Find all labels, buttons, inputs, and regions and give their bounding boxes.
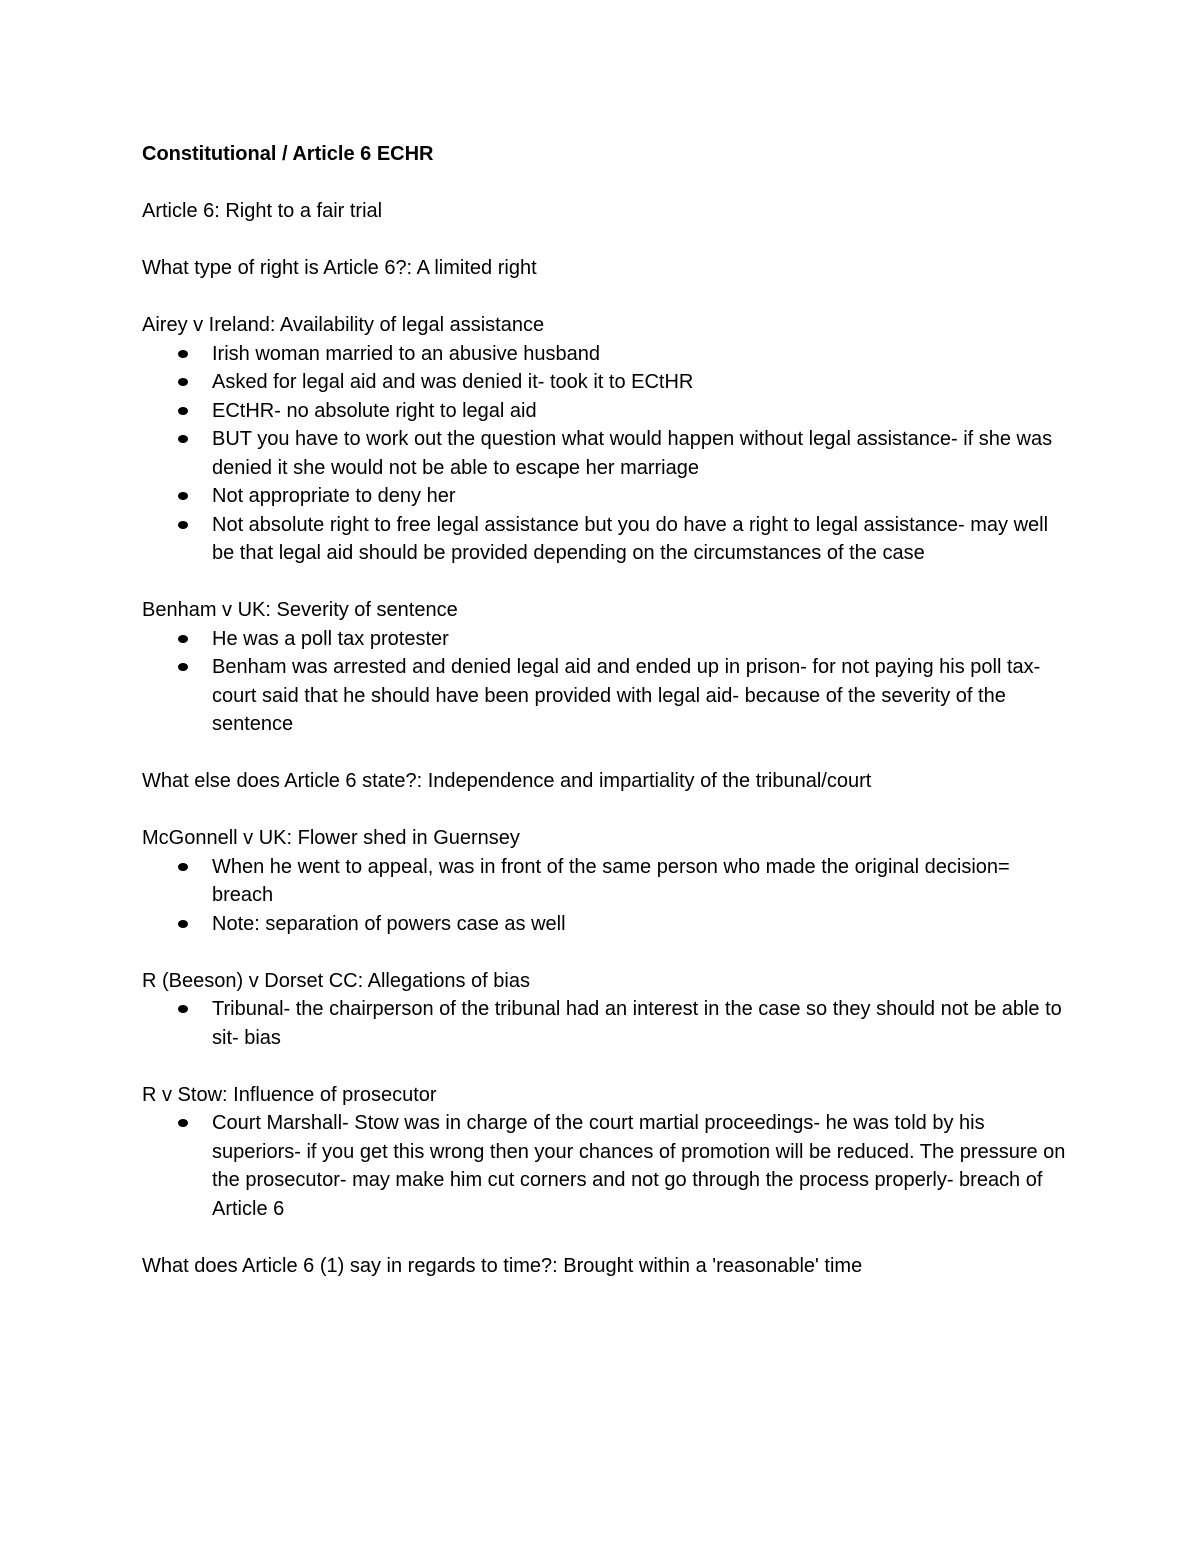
bullet-item <box>142 368 1072 397</box>
bullet-text: Asked for legal aid and was denied it- took it to ECtHR <box>212 371 694 393</box>
bullet-dot-icon <box>178 1119 188 1127</box>
document-title: Constitutional / Article 6 ECHR <box>142 143 434 165</box>
bullet-list <box>142 853 1072 939</box>
bullet-list <box>142 995 1072 1052</box>
case-heading: Benham v UK: Severity of sentence <box>142 599 458 621</box>
bullet-text: Note: separation of powers case as well <box>212 912 566 935</box>
bullet-text: Court Marshall- Stow was in charge of the court martial proceedings- he was told by his superiors- if you get this wrong then your chances of promotion will be reduced. The pressure on the prosecutor- may make him cut corners and not go through the process properly- breach of Article 6 <box>212 1112 1066 1220</box>
bullet-text: Irish woman married to an abusive husband <box>212 342 600 365</box>
bullet-dot-icon <box>178 920 188 928</box>
bullet-text: ECtHR- no absolute right to legal aid <box>212 399 537 422</box>
bullet-item <box>142 910 1072 939</box>
bullet-text: Not absolute right to free legal assistance but you do have a right to legal assistance- may well be that legal aid should be provided depending on the circumstances of the case <box>212 513 1049 564</box>
bullet-dot-icon <box>178 1005 188 1013</box>
bullet-dot-icon <box>178 635 188 643</box>
case-heading: R (Beeson) v Dorset CC: Allegations of bias <box>142 969 530 992</box>
bullet-text: Benham was arrested and denied legal aid and ended up in prison- for not paying his poll tax- court said that he should have been provided with legal aid- because of the severity of the sentence <box>212 656 1041 735</box>
case-heading: McGonnell v UK: Flower shed in Guernsey <box>142 827 520 849</box>
bullet-item <box>142 425 1072 482</box>
bullet-dot-icon <box>178 350 188 358</box>
bullet-item <box>142 397 1072 426</box>
bullet-list <box>142 625 1072 739</box>
case-section <box>142 596 1072 739</box>
bullet-item <box>142 340 1072 369</box>
bullet-text: Not appropriate to deny her <box>212 485 456 507</box>
bullet-text: He was a poll tax protester <box>212 627 449 650</box>
intro-right-type: What type of right is Article 6?: A limited right <box>142 257 537 279</box>
bullet-item <box>142 482 1072 511</box>
bullet-text: When he went to appeal, was in front of the same person who made the original decision= breach <box>212 855 1010 906</box>
question-reasonable-time: What does Article 6 (1) say in regards to time?: Brought within a 'reasonable' time <box>142 1254 863 1277</box>
bullet-dot-icon <box>178 435 188 443</box>
bullet-text: Tribunal- the chairperson of the tribunal had an interest in the case so they should not be able to sit- bias <box>212 998 1062 1049</box>
bullet-list <box>142 1109 1072 1223</box>
question-independence: What else does Article 6 state?: Independence and impartiality of the tribunal/court <box>142 770 872 792</box>
bullet-item <box>142 853 1072 910</box>
bullet-dot-icon <box>178 521 188 529</box>
bullet-dot-icon <box>178 407 188 415</box>
document-page <box>142 140 1072 1309</box>
bullet-dot-icon <box>178 378 188 386</box>
bullet-dot-icon <box>178 492 188 500</box>
bullet-item <box>142 653 1072 739</box>
case-section <box>142 1081 1072 1224</box>
bullet-dot-icon <box>178 663 188 671</box>
case-sections-group-a <box>142 311 1072 739</box>
bullet-dot-icon <box>178 863 188 871</box>
intro-article-6: Article 6: Right to a fair trial <box>142 200 383 222</box>
bullet-item <box>142 1109 1072 1223</box>
case-section <box>142 824 1072 938</box>
bullet-item <box>142 625 1072 654</box>
case-section <box>142 311 1072 568</box>
case-sections-group-b <box>142 824 1072 1223</box>
bullet-item <box>142 511 1072 568</box>
case-section <box>142 967 1072 1053</box>
bullet-text: BUT you have to work out the question what would happen without legal assistance- if she was denied it she would not be able to escape her marriage <box>212 428 1053 479</box>
bullet-item <box>142 995 1072 1052</box>
case-heading: Airey v Ireland: Availability of legal assistance <box>142 314 545 336</box>
bullet-list <box>142 340 1072 568</box>
case-heading: R v Stow: Influence of prosecutor <box>142 1083 437 1106</box>
